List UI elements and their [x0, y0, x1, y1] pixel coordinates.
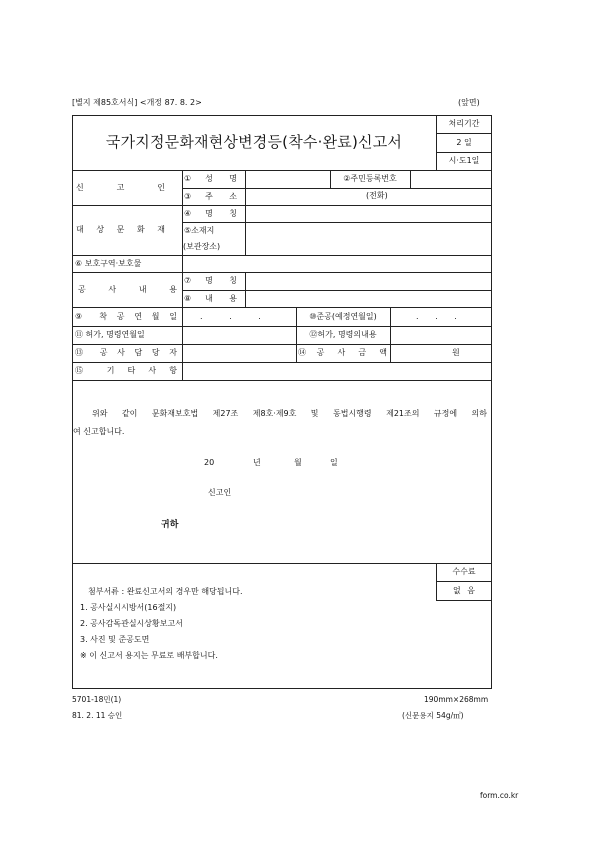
- resident-number-label: ②주민등록번호: [343, 174, 397, 183]
- table-rule: [436, 600, 491, 601]
- addressee-label: 귀하: [161, 520, 179, 530]
- other-matters-label: ⑮ 기 타 사 항: [75, 366, 177, 375]
- free-distribution-note: ※ 이 신고서 용지는 무료로 배부합니다.: [80, 651, 218, 660]
- completion-date-label: ⑩준공(예정연월일): [309, 312, 377, 321]
- heritage-label: 대 상 문 화 재: [76, 225, 165, 234]
- signer-label: 신고인: [208, 488, 232, 497]
- attachment-item: 2. 공사감독관실시상황보고서: [80, 619, 183, 628]
- table-rule: [182, 222, 491, 223]
- statement-line-2: 여 신고합니다.: [73, 427, 125, 436]
- reporter-address-label: ③주 소: [184, 192, 237, 201]
- amount-unit: 원: [452, 348, 460, 357]
- work-amount-label: ⑭공 사 금 액: [298, 348, 387, 357]
- completion-date-value: . . .: [416, 312, 457, 321]
- form-code: 5701-18민(1): [72, 695, 122, 704]
- attachment-item: 1. 공사실시시방서(16절지): [80, 603, 177, 612]
- date-year: 20: [204, 458, 215, 467]
- permit-content-label: ⑫허가, 명령의내용: [309, 330, 377, 339]
- start-date-value: . . .: [200, 312, 261, 321]
- paper-type: (신문용지 54g/㎡): [402, 711, 464, 720]
- processing-period-label: 처리기간: [448, 119, 480, 128]
- processing-period-province: 시·도1일: [448, 156, 480, 165]
- attachment-item: 3. 사진 및 준공도면: [80, 635, 150, 644]
- approval-date: 81. 2. 11 승인: [72, 711, 123, 720]
- phone-label: (전화): [366, 191, 388, 200]
- form-number: [별지 제85호서식] <개정 87. 8. 2>: [72, 98, 202, 107]
- work-label: 공 사 내 용: [78, 285, 177, 294]
- fee-value: 없 음: [453, 586, 475, 595]
- attachments-heading: 첨부서류 : 완료신고서의 경우만 해당됩니다.: [88, 587, 243, 596]
- work-content-label: ⑧내 용: [184, 294, 237, 303]
- paper-size: 190mm×268mm: [424, 695, 489, 704]
- table-rule: [410, 170, 411, 188]
- date-day-unit: 일: [330, 458, 338, 467]
- fee-label: 수수료: [452, 567, 476, 576]
- work-manager-label: ⑬ 공 사 담 당 자: [75, 348, 177, 357]
- permit-date-label: ⑪ 허가, 명령연월일: [75, 330, 145, 339]
- heritage-location-label: ⑤소재지: [184, 226, 215, 235]
- processing-period-days: 2 일: [456, 138, 472, 147]
- form-title: 국가지정문화재현상변경등(착수·완료)신고서: [105, 133, 403, 151]
- heritage-name-label: ④명 칭: [184, 209, 237, 218]
- protection-zone-label: ⑥ 보호구역·보호물: [75, 259, 142, 268]
- table-rule: [245, 170, 246, 255]
- reporter-label: 신 고 인: [76, 183, 165, 192]
- table-rule: [72, 380, 491, 381]
- date-year-unit: 년: [253, 458, 261, 467]
- work-name-label: ⑦명 칭: [184, 276, 237, 285]
- watermark: form.co.kr: [480, 791, 519, 800]
- statement-line-1: 위와 같이 문화재보호법 제27조 제8호·제9호 및 동법시행령 제21조의 규정에 의하: [92, 409, 487, 418]
- heritage-storage-label: (보관장소): [183, 242, 221, 251]
- table-rule: [245, 272, 246, 307]
- date-month-unit: 월: [294, 458, 302, 467]
- page-side-label: (앞면): [458, 98, 480, 107]
- start-date-label: ⑨ 착 공 연 월 일: [75, 312, 177, 321]
- reporter-name-label: ①성 명: [184, 174, 237, 183]
- table-rule: [72, 563, 491, 564]
